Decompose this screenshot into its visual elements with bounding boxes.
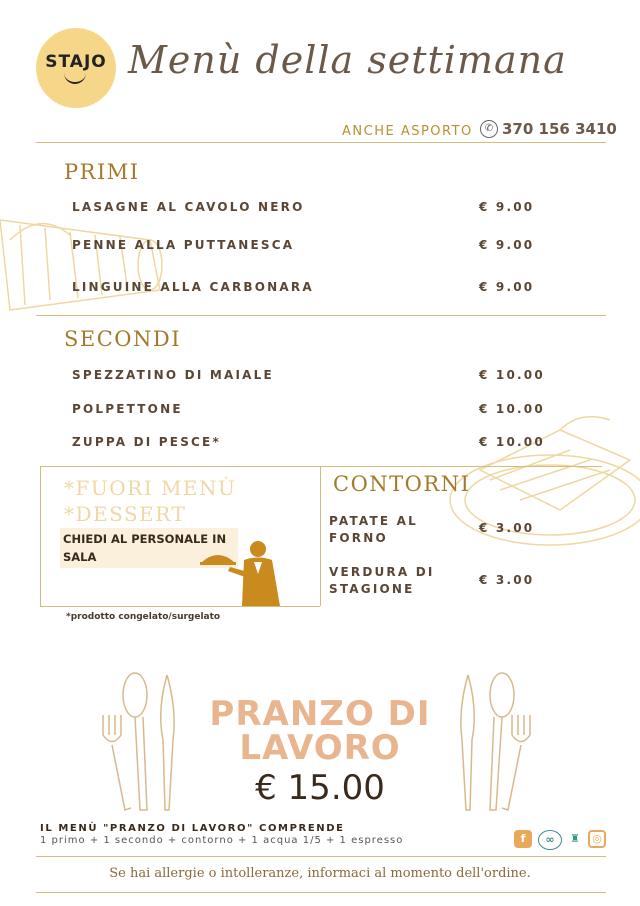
divider <box>36 315 606 316</box>
justeat-icon[interactable]: ♜ <box>566 830 584 848</box>
dessert-label: *DESSERT <box>64 502 187 526</box>
menu-item: FORNO <box>329 531 388 545</box>
waiter-icon <box>200 540 284 608</box>
whatsapp-icon: ✆ <box>480 120 498 138</box>
menu-item-price: € 10.00 <box>479 402 545 416</box>
section-title-primi: PRIMI <box>64 160 140 184</box>
menu-item-price: € 9.00 <box>479 238 535 252</box>
menu-item: PATATE AL <box>329 514 418 528</box>
menu-item: VERDURA DI <box>329 565 435 579</box>
fuori-menu-label: *FUORI MENÙ <box>64 476 237 500</box>
menu-item-price: € 3.00 <box>479 573 535 587</box>
allergy-notice: Se hai allergie o intolleranze, informaci al momento dell'ordine. <box>109 866 531 881</box>
menu-item-price: € 10.00 <box>479 368 545 382</box>
menu-item: LINGUINE ALLA CARBONARA <box>72 280 314 294</box>
divider <box>36 856 606 857</box>
menu-item-price: € 10.00 <box>479 435 545 449</box>
instagram-icon[interactable]: ◎ <box>588 830 606 848</box>
lunch-price: € 15.00 <box>255 768 385 808</box>
takeaway-label: ANCHE ASPORTO <box>342 124 473 139</box>
divider <box>40 466 602 467</box>
menu-item: LASAGNE AL CAVOLO NERO <box>72 200 305 214</box>
menu-item: SPEZZATINO DI MAIALE <box>72 368 274 382</box>
phone-number[interactable]: 370 156 3410 <box>502 120 617 138</box>
menu-item: POLPETTONE <box>72 402 183 416</box>
logo-text: STAJO <box>45 52 107 72</box>
menu-item-price: € 9.00 <box>479 200 535 214</box>
lunch-title: PRANZO DI <box>209 694 431 734</box>
menu-item: ZUPPA DI PESCE* <box>72 435 221 449</box>
section-title-secondi: SECONDI <box>64 327 182 351</box>
menu-item: STAGIONE <box>329 582 415 596</box>
section-title-contorni: CONTORNI <box>333 472 471 496</box>
divider <box>40 466 41 606</box>
frozen-note: *prodotto congelato/surgelato <box>66 612 221 622</box>
ask-staff-label: CHIEDI AL PERSONALE IN SALA <box>60 528 238 568</box>
divider <box>36 892 606 893</box>
menu-item-price: € 3.00 <box>479 521 535 535</box>
tripadvisor-icon[interactable]: ∞ <box>538 830 562 850</box>
lunch-includes-desc: 1 primo + 1 secondo + contorno + 1 acqua 1/5 + 1 espresso <box>40 835 404 846</box>
pasta-illustration <box>0 200 180 330</box>
menu-item: PENNE ALLA PUTTANESCA <box>72 238 295 252</box>
lunch-includes-title: IL MENÙ "PRANZO DI LAVORO" COMPRENDE <box>40 823 345 834</box>
divider <box>36 142 606 143</box>
lunch-title: LAVORO <box>239 728 401 768</box>
facebook-icon[interactable]: f <box>514 830 532 848</box>
menu-item-price: € 9.00 <box>479 280 535 294</box>
divider <box>320 466 321 606</box>
page-title: Menù della settimana <box>128 38 567 82</box>
